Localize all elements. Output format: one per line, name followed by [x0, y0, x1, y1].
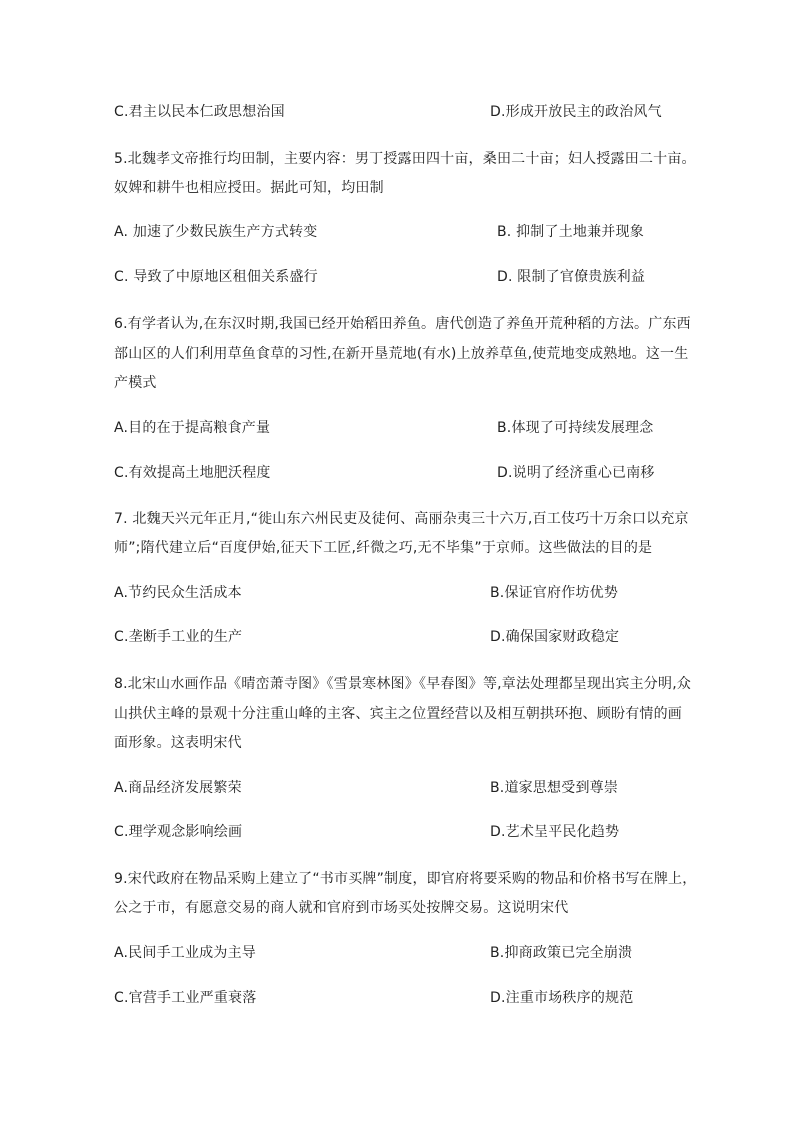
q8-stem-line-1: 8.北宋山水画作品《晴峦萧寺图》《雪景寒林图》《早春图》等,章法处理都呈现出宾主分明,众 — [114, 676, 692, 692]
q7-stem-line-1: 7. 北魏天兴元年正月,“徙山东六州民吏及徒何、高丽杂夷三十六万,百工伎巧十万余口以充京 — [114, 511, 689, 527]
q8-stem-line-3: 面形象。这表明宋代 — [114, 735, 242, 751]
q6-option-d[interactable]: D.说明了经济重心已南移 — [497, 465, 655, 481]
q7-option-a[interactable]: A.节约民众生活成本 — [114, 585, 242, 601]
q8-option-c[interactable]: C.理学观念影响绘画 — [114, 824, 243, 840]
q8-option-d[interactable]: D.艺术呈平民化趋势 — [490, 824, 620, 840]
q7-option-c[interactable]: C.垄断手工业的生产 — [114, 629, 243, 645]
q9-option-a[interactable]: A.民间手工业成为主导 — [114, 945, 256, 961]
q5-stem-line-2: 奴婢和耕牛也相应授田。据此可知，均田制 — [114, 180, 384, 196]
q5-stem-line-1: 5.北魏孝文帝推行均田制，主要内容：男丁授露田四十亩，桑田二十亩；妇人授露田二十亩。 — [114, 151, 696, 167]
q9-stem-line-2: 公之于市，有愿意交易的商人就和官府到市场买处按牌交易。这说明宋代 — [114, 900, 569, 916]
q8-option-b[interactable]: B.道家思想受到尊崇 — [490, 780, 619, 796]
q6-stem-line-1: 6.有学者认为,在东汉时期,我国已经开始稻田养鱼。唐代创造了养鱼开荒种稻的方法。广东西 — [114, 316, 691, 332]
q5-option-a[interactable]: A. 加速了少数民族生产方式转变 — [114, 224, 318, 240]
q6-option-c[interactable]: C.有效提高土地肥沃程度 — [114, 465, 271, 481]
q7-option-b[interactable]: B.保证官府作坊优势 — [490, 585, 619, 601]
q6-stem-line-3: 产模式 — [114, 375, 157, 391]
q9-option-d[interactable]: D.注重市场秩序的规范 — [490, 990, 634, 1006]
q5-option-b[interactable]: B. 抑制了土地兼并现象 — [497, 224, 644, 240]
q6-option-a[interactable]: A.目的在于提高粮食产量 — [114, 420, 271, 436]
q7-stem-line-2: 师”;隋代建立后“百度伊始,征天下工匠,纤微之巧,无不毕集”于京师。这些做法的目的是 — [114, 540, 653, 556]
q4-option-d[interactable]: D.形成开放民主的政治风气 — [490, 104, 662, 120]
q6-option-b[interactable]: B.体现了可持续发展理念 — [497, 420, 654, 436]
q5-option-c[interactable]: C. 导致了中原地区租佃关系盛行 — [114, 269, 318, 285]
q9-option-b[interactable]: B.抑商政策已完全崩溃 — [490, 945, 633, 961]
q4-option-c[interactable]: C.君主以民本仁政思想治国 — [114, 104, 285, 120]
q5-option-d[interactable]: D. 限制了官僚贵族利益 — [497, 269, 646, 285]
q8-option-a[interactable]: A.商品经济发展繁荣 — [114, 780, 242, 796]
q9-option-c[interactable]: C.官营手工业严重衰落 — [114, 990, 257, 1006]
q9-stem-line-1: 9.宋代政府在物品采购上建立了“书市买牌”制度，即官府将要采购的物品和价格书写在牌上， — [114, 871, 697, 887]
q8-stem-line-2: 山拱伏主峰的景观十分注重山峰的主客、宾主之位置经营以及相互朝拱环抱、顾盼有情的画 — [114, 706, 682, 722]
q6-stem-line-2: 部山区的人们利用草鱼食草的习性,在新开垦荒地(有水)上放养草鱼,使荒地变成熟地。这一生 — [114, 346, 689, 362]
q7-option-d[interactable]: D.确保国家财政稳定 — [490, 629, 620, 645]
